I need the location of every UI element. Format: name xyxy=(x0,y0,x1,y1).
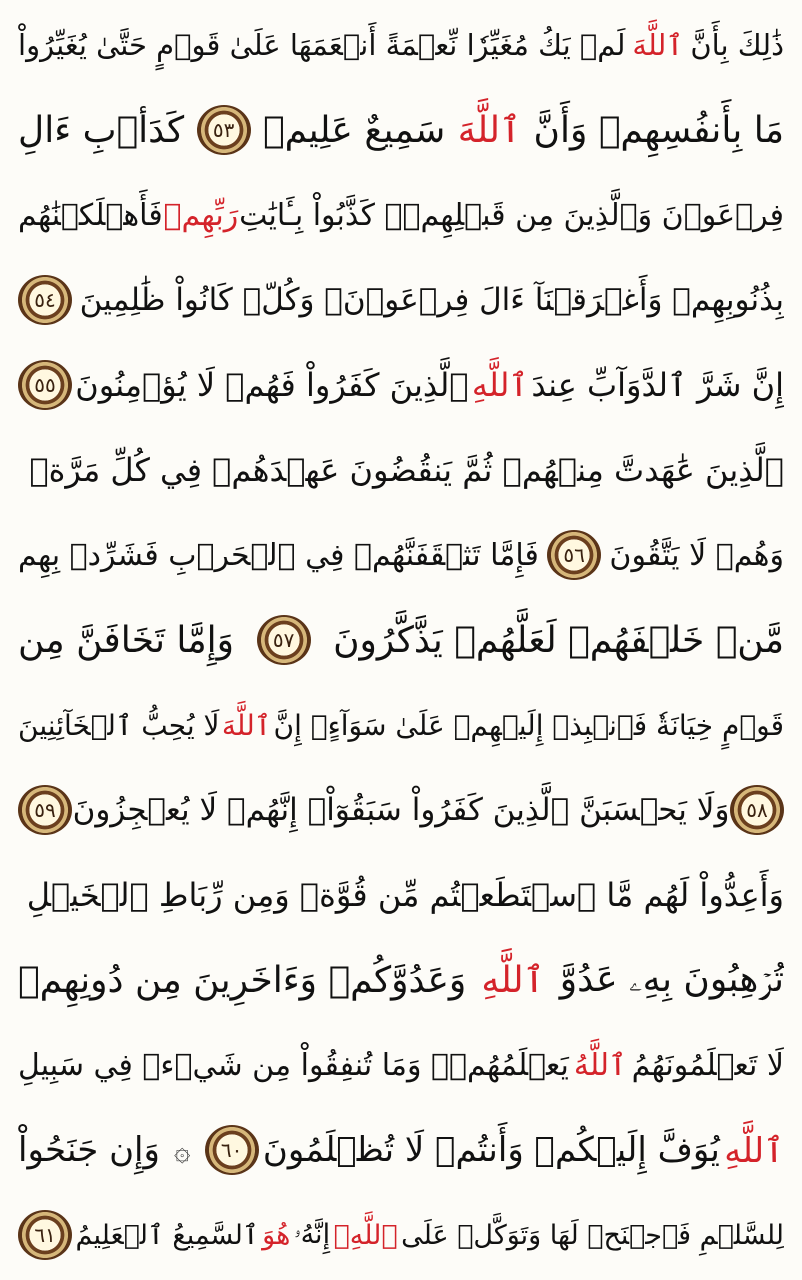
verse-line xyxy=(18,943,784,1017)
verse-text: سَمِيعٌ عَلِيمٞ xyxy=(263,109,446,151)
ayah-number-marker: ٦٠ xyxy=(205,1125,259,1175)
verse-line xyxy=(18,773,784,847)
verse-text: لَا تَعۡلَمُونَهُمُ xyxy=(631,1047,784,1083)
verse-lines xyxy=(18,8,784,1272)
verse-line xyxy=(18,178,784,252)
verse-line xyxy=(18,1028,784,1102)
ayah-number-marker: ٥٣ xyxy=(197,105,251,155)
verse-text: وَهُمۡ لَا يَتَّقُونَ xyxy=(609,537,784,573)
divine-name-text: رَبِّهِمۡ xyxy=(163,197,239,233)
divine-name-text: هُوَ xyxy=(262,1219,291,1251)
verse-line xyxy=(18,433,784,507)
verse-text: وَإِمَّا تَخَافَنَّ مِن xyxy=(18,619,235,661)
verse-line xyxy=(18,348,784,422)
divine-name-text: ٱللَّهِۚ xyxy=(333,1219,398,1251)
verse-line xyxy=(18,858,784,932)
verse-text: وَعَدُوَّكُمۡ وَءَاخَرِينَ مِن دُونِهِمۡ xyxy=(18,959,467,1001)
hizb-quarter-icon: ۞ xyxy=(174,1133,191,1167)
ayah-number-marker: ٥٨ xyxy=(730,785,784,835)
verse-text: ذَٰلِكَ بِأَنَّ xyxy=(690,28,784,62)
verse-text: يُوَفَّ إِلَيۡكُمۡ وَأَنتُمۡ لَا تُظۡلَمُونَ xyxy=(262,1130,720,1170)
verse-line xyxy=(18,263,784,337)
verse-text: وَأَعِدُّواْ لَهُم مَّا ٱسۡتَطَعۡتُم مِّن قُوَّةٖ وَمِن رِّبَاطِ ٱلۡخَيۡلِ xyxy=(26,876,784,914)
verse-text: ٱلسَّمِيعُ ٱلۡعَلِيمُ xyxy=(75,1219,259,1251)
verse-line xyxy=(18,93,784,167)
verse-text: لَمۡ يَكُ مُغَيِّرٗا نِّعۡمَةً أَنۡعَمَهَا عَلَىٰ قَوۡمٍ حَتَّىٰ يُغَيِّرُواْ xyxy=(18,28,626,62)
ayah-number-marker: ٥٤ xyxy=(18,275,72,325)
verse-text: تُرۡهِبُونَ بِهِۦ عَدُوَّ xyxy=(559,959,784,1000)
divine-name-text: ٱللَّهِ xyxy=(471,366,529,404)
verse-text: لِلسَّلۡمِ فَٱجۡنَحۡ لَهَا وَتَوَكَّلۡ عَلَى xyxy=(401,1219,784,1251)
divine-name-text: ٱللَّهَ xyxy=(221,708,272,742)
verse-text: قَوۡمٍ خِيَانَةٗ فَٱنۢبِذۡ إِلَيۡهِمۡ عَلَىٰ سَوَآءٍۚ إِنَّ xyxy=(273,708,784,742)
verse-text: إِنَّهُۥ xyxy=(293,1219,331,1250)
verse-line xyxy=(18,1198,784,1272)
verse-line xyxy=(18,1113,784,1187)
verse-line xyxy=(18,8,784,82)
divine-name-text: ٱللَّهُ xyxy=(573,1047,627,1083)
verse-text: فَإِمَّا تَثۡقَفَنَّهُمۡ فِي ٱلۡحَرۡبِ فَشَرِّدۡ بِهِم xyxy=(18,537,539,573)
verse-text: يَعۡلَمُهُمۡۚ وَمَا تُنفِقُواْ مِن شَيۡءٖ فِي سَبِيلِ xyxy=(18,1047,569,1083)
verse-text: لَا يُحِبُّ ٱلۡخَآئِنِينَ xyxy=(18,708,220,742)
ayah-number-marker: ٥٥ xyxy=(18,360,72,410)
ayah-number-marker: ٦١ xyxy=(18,1210,72,1260)
ayah-number-marker: ٥٩ xyxy=(18,785,72,835)
verse-text: بِذُنُوبِهِمۡ وَأَغۡرَقۡنَآ ءَالَ فِرۡعَوۡنَۚ وَكُلّٞ كَانُواْ ظَٰلِمِينَ xyxy=(79,282,784,318)
divine-name-text: ٱللَّهَ xyxy=(632,28,684,62)
verse-text: كَدَأۡبِ ءَالِ xyxy=(18,109,185,151)
verse-text: مَّنۡ خَلۡفَهُمۡ لَعَلَّهُمۡ يَذَّكَّرُونَ xyxy=(333,619,784,661)
ayah-number-marker: ٥٧ xyxy=(257,615,311,665)
verse-line xyxy=(18,688,784,762)
verse-line xyxy=(18,603,784,677)
verse-text: مَا بِأَنفُسِهِمۡ وَأَنَّ xyxy=(533,109,784,151)
verse-text: فَأَهۡلَكۡنَٰهُم xyxy=(18,197,163,233)
verse-text: ٱلَّذِينَ عَٰهَدتَّ مِنۡهُمۡ ثُمَّ يَنقُضُونَ عَهۡدَهُمۡ فِي كُلِّ مَرَّةٖ xyxy=(29,451,784,489)
verse-text: ٱلَّذِينَ كَفَرُواْ فَهُمۡ لَا يُؤۡمِنُونَ xyxy=(75,366,469,404)
divine-name-text: ٱللَّهِ xyxy=(481,959,545,1001)
divine-name-text: ٱللَّهِ xyxy=(724,1130,784,1171)
divine-name-text: ٱللَّهَ xyxy=(457,109,522,151)
ayah-number-marker: ٥٦ xyxy=(547,530,601,580)
verse-text: وَإِن جَنَحُواْ xyxy=(18,1130,160,1170)
verse-text: إِنَّ شَرَّ ٱلدَّوَآبِّ عِندَ xyxy=(531,366,784,404)
verse-text: فِرۡعَوۡنَ وَٱلَّذِينَ مِن قَبۡلِهِمۡۚ كَذَّبُواْ بِـَٔايَٰتِ xyxy=(239,197,784,233)
verse-line xyxy=(18,518,784,592)
verse-text: وَلَا يَحۡسَبَنَّ ٱلَّذِينَ كَفَرُواْ سَبَقُوٓاْۚ إِنَّهُمۡ لَا يُعۡجِزُونَ xyxy=(72,792,730,828)
